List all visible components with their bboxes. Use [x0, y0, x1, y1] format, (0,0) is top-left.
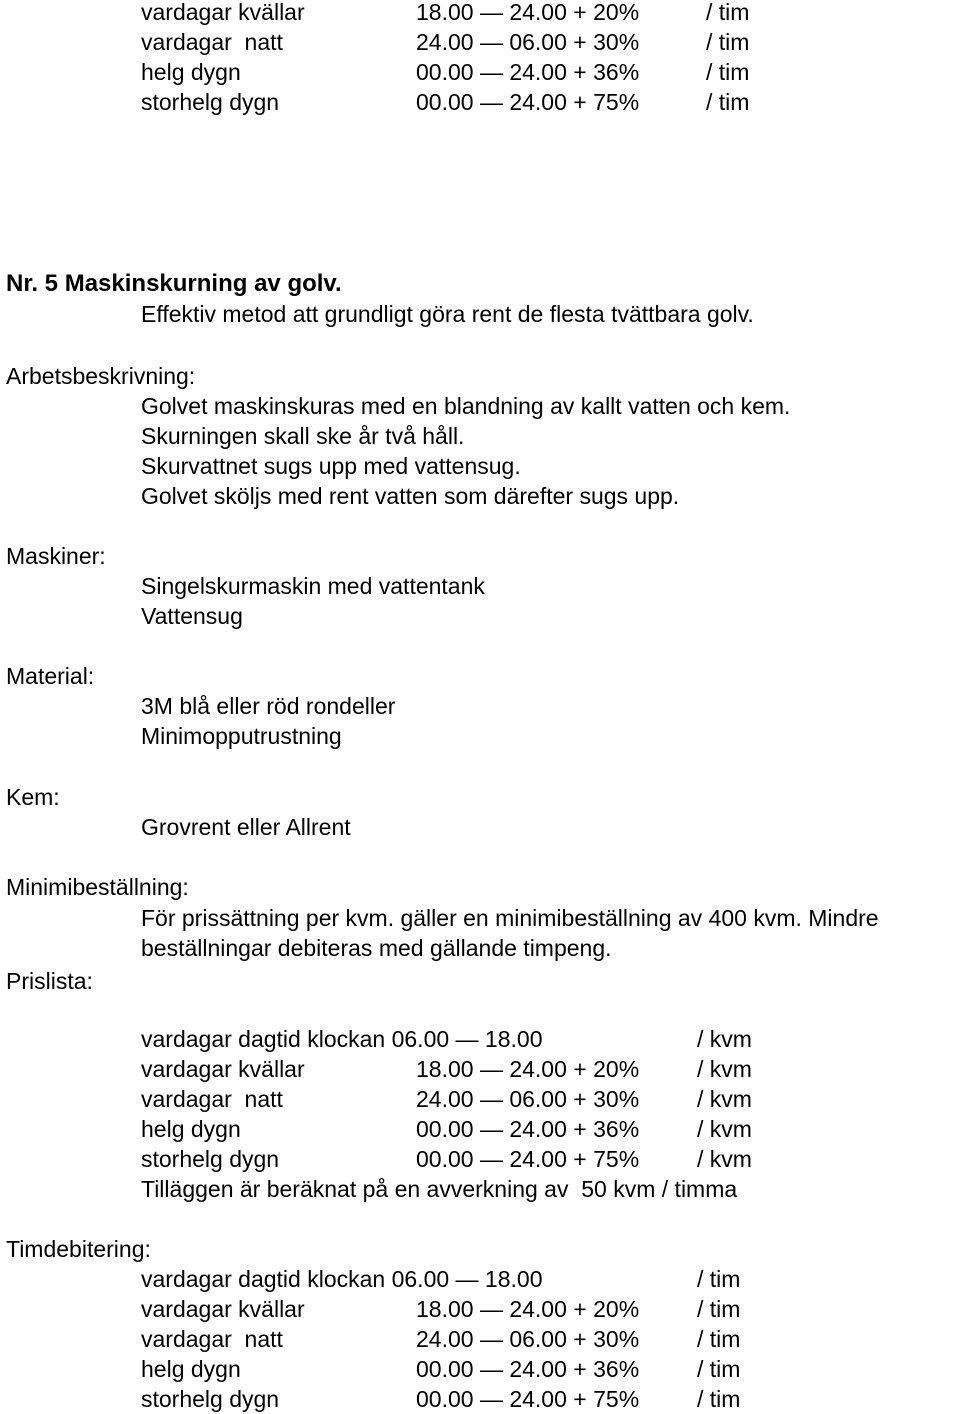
rate-unit: / tim — [706, 59, 750, 85]
rate-unit: / tim — [697, 1386, 741, 1412]
top-rate-row — [0, 27, 960, 57]
rate-unit: / tim — [697, 1296, 741, 1322]
rate-day: vardagar kvällar — [141, 1296, 305, 1322]
arbetsbeskrivning-line: Skurningen skall ske år två håll. — [141, 423, 465, 449]
rate-time: 24.00 — 06.00 + 30% — [416, 1086, 640, 1112]
rate-unit: / kvm — [697, 1116, 752, 1142]
rate-unit: / tim — [697, 1356, 741, 1382]
prislista-note: Tilläggen är beräknat på en avverkning av 50 kvm / timma — [141, 1176, 738, 1202]
maskiner-heading: Maskiner: — [6, 543, 106, 569]
kem-heading: Kem: — [6, 784, 60, 810]
rate-unit: / tim — [697, 1266, 741, 1292]
timdebitering-row — [0, 1384, 960, 1414]
rate-time: 18.00 — 24.00 + 20% — [416, 1296, 640, 1322]
rate-unit: / kvm — [697, 1086, 752, 1112]
prislista-heading: Prislista: — [6, 968, 93, 994]
rate-day: vardagar dagtid klockan 06.00 — 18.00 — [141, 1026, 543, 1052]
arbetsbeskrivning-line: Golvet sköljs med rent vatten som därefter sugs upp. — [141, 483, 680, 509]
rate-time: 00.00 — 24.00 + 36% — [416, 59, 640, 85]
rate-unit: / tim — [697, 1326, 741, 1352]
rate-time: 00.00 — 24.00 + 75% — [416, 1386, 640, 1412]
rate-day: vardagar natt — [141, 1326, 283, 1352]
top-rate-row — [0, 0, 960, 27]
prislista-row — [0, 1084, 960, 1114]
rate-unit: / kvm — [697, 1026, 752, 1052]
rate-day: vardagar natt — [141, 1086, 283, 1112]
rate-day: storhelg dygn — [141, 1386, 280, 1412]
prislista-row — [0, 1024, 960, 1054]
material-item: Minimopputrustning — [141, 723, 342, 749]
maskiner-item: Vattensug — [141, 603, 243, 629]
rate-day: vardagar dagtid klockan 06.00 — 18.00 — [141, 1266, 543, 1292]
rate-time: 18.00 — 24.00 + 20% — [416, 0, 640, 25]
rate-time: 00.00 — 24.00 + 75% — [416, 89, 640, 115]
arbetsbeskrivning-heading: Arbetsbeskrivning: — [6, 363, 196, 389]
section-title: Nr. 5 Maskinskurning av golv. — [6, 270, 342, 297]
timdebitering-row — [0, 1264, 960, 1294]
rate-day: vardagar natt — [141, 29, 283, 55]
maskiner-item: Singelskurmaskin med vattentank — [141, 573, 485, 599]
rate-time: 00.00 — 24.00 + 36% — [416, 1356, 640, 1382]
rate-day: helg dygn — [141, 59, 241, 85]
prislista-row — [0, 1054, 960, 1084]
timdebitering-row — [0, 1354, 960, 1384]
rate-unit: / tim — [706, 0, 750, 25]
rate-day: helg dygn — [141, 1356, 241, 1382]
top-rate-row — [0, 57, 960, 87]
timdebitering-row — [0, 1324, 960, 1354]
material-heading: Material: — [6, 663, 95, 689]
top-rate-row — [0, 87, 960, 117]
rate-day: vardagar kvällar — [141, 1056, 305, 1082]
prislista-row — [0, 1144, 960, 1174]
rate-time: 24.00 — 06.00 + 30% — [416, 29, 640, 55]
kem-item: Grovrent eller Allrent — [141, 814, 351, 840]
rate-unit: / kvm — [697, 1056, 752, 1082]
arbetsbeskrivning-line: Skurvattnet sugs upp med vattensug. — [141, 453, 521, 479]
rate-unit: / tim — [706, 29, 750, 55]
minimibestallning-heading: Minimibeställning: — [6, 874, 189, 900]
rate-day: storhelg dygn — [141, 89, 280, 115]
rate-unit: / tim — [706, 89, 750, 115]
rate-day: storhelg dygn — [141, 1146, 280, 1172]
rate-time: 00.00 — 24.00 + 75% — [416, 1146, 640, 1172]
prislista-row — [0, 1114, 960, 1144]
rate-time: 24.00 — 06.00 + 30% — [416, 1326, 640, 1352]
rate-day: helg dygn — [141, 1116, 241, 1142]
rate-time: 00.00 — 24.00 + 36% — [416, 1116, 640, 1142]
rate-unit: / kvm — [697, 1146, 752, 1172]
timdebitering-heading: Timdebitering: — [6, 1236, 151, 1262]
rate-time: 18.00 — 24.00 + 20% — [416, 1056, 640, 1082]
material-item: 3M blå eller röd rondeller — [141, 693, 396, 719]
arbetsbeskrivning-line: Golvet maskinskuras med en blandning av kallt vatten och kem. — [141, 393, 791, 419]
minimibestallning-line: För prissättning per kvm. gäller en minimibeställning av 400 kvm. Mindre — [141, 905, 879, 931]
timdebitering-row — [0, 1294, 960, 1324]
rate-day: vardagar kvällar — [141, 0, 305, 25]
section-subtitle: Effektiv metod att grundligt göra rent de flesta tvättbara golv. — [141, 301, 754, 327]
minimibestallning-line: beställningar debiteras med gällande timpeng. — [141, 935, 612, 961]
